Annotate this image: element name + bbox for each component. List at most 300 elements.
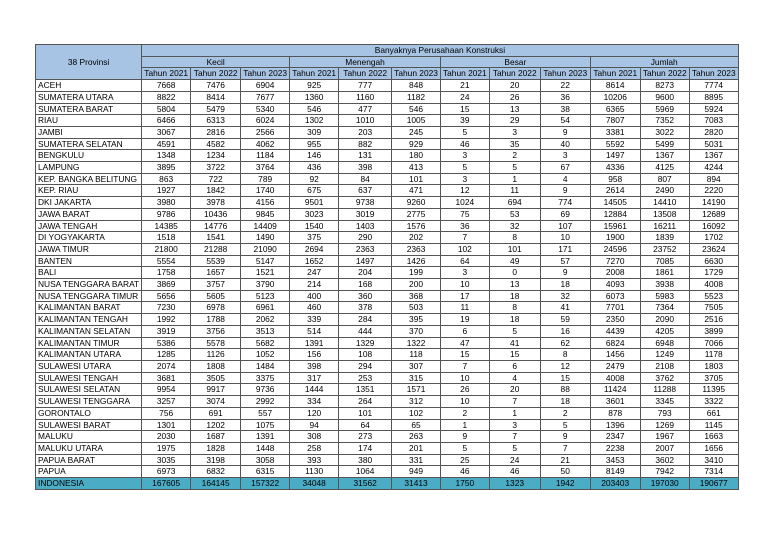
value-cell: 2074 <box>142 360 191 372</box>
value-cell: 6073 <box>590 290 640 302</box>
value-cell: 7 <box>489 431 540 443</box>
value-cell: 2238 <box>590 442 640 454</box>
value-cell: 1348 <box>142 150 191 162</box>
value-cell: 5983 <box>640 290 689 302</box>
value-cell: 1927 <box>142 185 191 197</box>
value-cell: 378 <box>339 302 392 314</box>
value-cell: 6824 <box>590 337 640 349</box>
value-cell: 24 <box>440 91 489 103</box>
value-cell: 75 <box>440 208 489 220</box>
table-row <box>36 290 739 302</box>
value-cell: 1010 <box>339 115 392 127</box>
value-cell: 3919 <box>142 325 191 337</box>
value-cell: 6961 <box>241 302 290 314</box>
value-cell: 101 <box>339 407 392 419</box>
value-cell: 10436 <box>191 208 241 220</box>
value-cell: 955 <box>290 138 339 150</box>
total-row <box>36 478 739 490</box>
value-cell: 2816 <box>191 126 241 138</box>
value-cell: 789 <box>241 173 290 185</box>
year-header: Tahun 2021 <box>590 68 640 80</box>
value-cell: 2108 <box>640 360 689 372</box>
value-cell: 247 <box>290 267 339 279</box>
value-cell: 4591 <box>142 138 191 150</box>
value-cell: 5539 <box>191 255 241 267</box>
value-cell: 41 <box>489 337 540 349</box>
province-name: SUMATERA BARAT <box>36 103 142 115</box>
value-cell: 10 <box>440 372 489 384</box>
value-cell: 29 <box>489 115 540 127</box>
value-cell: 1322 <box>392 337 441 349</box>
value-cell: 4062 <box>241 138 290 150</box>
value-cell: 5578 <box>191 337 241 349</box>
value-cell: 19 <box>440 314 489 326</box>
value-cell: 8273 <box>640 80 689 92</box>
value-cell: 13 <box>489 103 540 115</box>
value-cell: 49 <box>489 255 540 267</box>
value-cell: 16092 <box>689 220 738 232</box>
value-cell: 793 <box>640 407 689 419</box>
value-cell: 13508 <box>640 208 689 220</box>
value-cell: 1391 <box>290 337 339 349</box>
value-cell: 12 <box>540 360 590 372</box>
value-cell: 9736 <box>241 384 290 396</box>
value-cell: 7942 <box>640 466 689 478</box>
value-cell: 36 <box>440 220 489 232</box>
value-cell: 661 <box>689 407 738 419</box>
value-cell: 10 <box>440 396 489 408</box>
value-cell: 546 <box>290 103 339 115</box>
value-cell: 3 <box>440 173 489 185</box>
value-cell: 204 <box>339 267 392 279</box>
value-cell: 5554 <box>142 255 191 267</box>
value-cell: 4008 <box>689 279 738 291</box>
group-header-menengah: Menengah <box>290 56 441 68</box>
main-title-header: Banyaknya Perusahaan Konstruksi <box>142 45 739 57</box>
value-cell: 15 <box>489 349 540 361</box>
value-cell: 3410 <box>689 454 738 466</box>
value-cell: 14776 <box>191 220 241 232</box>
value-cell: 26 <box>489 91 540 103</box>
value-cell: 1750 <box>440 478 489 490</box>
value-cell: 2220 <box>689 185 738 197</box>
value-cell: 949 <box>392 466 441 478</box>
province-name: KEP. BANGKA BELITUNG <box>36 173 142 185</box>
year-header: Tahun 2023 <box>392 68 441 80</box>
value-cell: 3 <box>489 126 540 138</box>
value-cell: 863 <box>142 173 191 185</box>
value-cell: 9917 <box>191 384 241 396</box>
value-cell: 3035 <box>142 454 191 466</box>
value-cell: 6948 <box>640 337 689 349</box>
value-cell: 514 <box>290 325 339 337</box>
value-cell: 3705 <box>689 372 738 384</box>
value-cell: 9786 <box>142 208 191 220</box>
value-cell: 5804 <box>142 103 191 115</box>
value-cell: 5340 <box>241 103 290 115</box>
value-cell: 380 <box>339 454 392 466</box>
table-row <box>36 349 739 361</box>
province-name: NUSA TENGGARA TIMUR <box>36 290 142 302</box>
table-row <box>36 91 739 103</box>
value-cell: 1396 <box>590 419 640 431</box>
value-cell: 8 <box>489 302 540 314</box>
header-row-years <box>36 68 739 80</box>
value-cell: 7 <box>540 442 590 454</box>
value-cell: 7270 <box>590 255 640 267</box>
value-cell: 3381 <box>590 126 640 138</box>
value-cell: 180 <box>392 150 441 162</box>
province-name: KALIMANTAN SELATAN <box>36 325 142 337</box>
table-row <box>36 419 739 431</box>
value-cell: 1803 <box>689 360 738 372</box>
value-cell: 1145 <box>689 419 738 431</box>
value-cell: 4093 <box>590 279 640 291</box>
value-cell: 10 <box>440 279 489 291</box>
value-cell: 32 <box>489 220 540 232</box>
value-cell: 5 <box>540 419 590 431</box>
value-cell: 20 <box>489 80 540 92</box>
province-name: SULAWESI TENGAH <box>36 372 142 384</box>
table-row <box>36 279 739 291</box>
value-cell: 171 <box>540 243 590 255</box>
province-name: DKI JAKARTA <box>36 197 142 209</box>
value-cell: 471 <box>392 185 441 197</box>
value-cell: 1301 <box>142 419 191 431</box>
value-cell: 675 <box>290 185 339 197</box>
value-cell: 1367 <box>640 150 689 162</box>
value-cell: 65 <box>392 419 441 431</box>
province-name: DI YOGYAKARTA <box>36 232 142 244</box>
value-cell: 9 <box>540 267 590 279</box>
value-cell: 360 <box>339 290 392 302</box>
table-row <box>36 267 739 279</box>
value-cell: 925 <box>290 80 339 92</box>
value-cell: 1184 <box>241 150 290 162</box>
value-cell: 2820 <box>689 126 738 138</box>
value-cell: 2090 <box>640 314 689 326</box>
value-cell: 2363 <box>339 243 392 255</box>
value-cell: 14505 <box>590 197 640 209</box>
value-cell: 2350 <box>590 314 640 326</box>
value-cell: 2 <box>440 407 489 419</box>
value-cell: 10 <box>540 232 590 244</box>
value-cell: 38 <box>540 103 590 115</box>
value-cell: 7476 <box>191 80 241 92</box>
value-cell: 25 <box>440 454 489 466</box>
value-cell: 5969 <box>640 103 689 115</box>
value-cell: 5479 <box>191 103 241 115</box>
value-cell: 637 <box>339 185 392 197</box>
value-cell: 3722 <box>191 162 241 174</box>
value-cell: 3375 <box>241 372 290 384</box>
year-header: Tahun 2023 <box>241 68 290 80</box>
value-cell: 107 <box>540 220 590 232</box>
value-cell: 18 <box>540 279 590 291</box>
value-cell: 5499 <box>640 138 689 150</box>
value-cell: 2008 <box>590 267 640 279</box>
province-name: GORONTALO <box>36 407 142 419</box>
value-cell: 1576 <box>392 220 441 232</box>
value-cell: 1323 <box>489 478 540 490</box>
value-cell: 31562 <box>339 478 392 490</box>
value-cell: 199 <box>392 267 441 279</box>
value-cell: 108 <box>339 349 392 361</box>
value-cell: 5 <box>489 442 540 454</box>
group-header-kecil: Kecil <box>142 56 290 68</box>
value-cell: 6904 <box>241 80 290 92</box>
table-row <box>36 314 739 326</box>
value-cell: 120 <box>290 407 339 419</box>
value-cell: 1687 <box>191 431 241 443</box>
province-name: LAMPUNG <box>36 162 142 174</box>
value-cell: 201 <box>392 442 441 454</box>
value-cell: 1202 <box>191 419 241 431</box>
value-cell: 756 <box>142 407 191 419</box>
value-cell: 13 <box>489 279 540 291</box>
table-row <box>36 396 739 408</box>
province-name: SULAWESI TENGGARA <box>36 396 142 408</box>
value-cell: 9600 <box>640 91 689 103</box>
value-cell: 200 <box>392 279 441 291</box>
value-cell: 2566 <box>241 126 290 138</box>
value-cell: 3980 <box>142 197 191 209</box>
value-cell: 7774 <box>689 80 738 92</box>
value-cell: 1130 <box>290 466 339 478</box>
value-cell: 929 <box>392 138 441 150</box>
value-cell: 2030 <box>142 431 191 443</box>
value-cell: 1541 <box>191 232 241 244</box>
value-cell: 5924 <box>689 103 738 115</box>
value-cell: 546 <box>392 103 441 115</box>
value-cell: 7364 <box>640 302 689 314</box>
value-cell: 3067 <box>142 126 191 138</box>
value-cell: 6973 <box>142 466 191 478</box>
value-cell: 23752 <box>640 243 689 255</box>
value-cell: 6 <box>489 360 540 372</box>
value-cell: 214 <box>290 279 339 291</box>
table-row <box>36 466 739 478</box>
value-cell: 557 <box>241 407 290 419</box>
value-cell: 1521 <box>241 267 290 279</box>
value-cell: 9845 <box>241 208 290 220</box>
value-cell: 339 <box>290 314 339 326</box>
table-row <box>36 255 739 267</box>
value-cell: 1808 <box>191 360 241 372</box>
value-cell: 69 <box>540 208 590 220</box>
value-cell: 436 <box>290 162 339 174</box>
value-cell: 1518 <box>142 232 191 244</box>
table-row <box>36 150 739 162</box>
value-cell: 2 <box>540 407 590 419</box>
value-cell: 18 <box>489 290 540 302</box>
value-cell: 9260 <box>392 197 441 209</box>
value-cell: 6315 <box>241 466 290 478</box>
value-cell: 10206 <box>590 91 640 103</box>
value-cell: 2775 <box>392 208 441 220</box>
value-cell: 1758 <box>142 267 191 279</box>
header-row-groups <box>36 56 739 68</box>
value-cell: 16211 <box>640 220 689 232</box>
value-cell: 31413 <box>392 478 441 490</box>
value-cell: 3 <box>540 150 590 162</box>
value-cell: 102 <box>392 407 441 419</box>
value-cell: 460 <box>290 302 339 314</box>
value-cell: 894 <box>689 173 738 185</box>
value-cell: 1178 <box>689 349 738 361</box>
value-cell: 67 <box>540 162 590 174</box>
value-cell: 3019 <box>339 208 392 220</box>
value-cell: 157322 <box>241 478 290 490</box>
value-cell: 50 <box>540 466 590 478</box>
value-cell: 11424 <box>590 384 640 396</box>
value-cell: 64 <box>339 419 392 431</box>
province-name: JAMBI <box>36 126 142 138</box>
province-name: KALIMANTAN UTARA <box>36 349 142 361</box>
table-row <box>36 126 739 138</box>
value-cell: 1360 <box>290 91 339 103</box>
value-cell: 3764 <box>241 162 290 174</box>
value-cell: 57 <box>540 255 590 267</box>
value-cell: 32 <box>540 290 590 302</box>
table-row <box>36 302 739 314</box>
table-row <box>36 384 739 396</box>
value-cell: 2992 <box>241 396 290 408</box>
value-cell: 1861 <box>640 267 689 279</box>
year-header: Tahun 2023 <box>540 68 590 80</box>
table-row <box>36 220 739 232</box>
province-name: SULAWESI SELATAN <box>36 384 142 396</box>
value-cell: 368 <box>392 290 441 302</box>
year-header: Tahun 2021 <box>290 68 339 80</box>
value-cell: 2 <box>489 150 540 162</box>
value-cell: 309 <box>290 126 339 138</box>
value-cell: 375 <box>290 232 339 244</box>
table-row <box>36 103 739 115</box>
value-cell: 258 <box>290 442 339 454</box>
value-cell: 7352 <box>640 115 689 127</box>
value-cell: 2363 <box>392 243 441 255</box>
year-header: Tahun 2022 <box>640 68 689 80</box>
value-cell: 131 <box>339 150 392 162</box>
value-cell: 1075 <box>241 419 290 431</box>
province-name: NUSA TENGGARA BARAT <box>36 279 142 291</box>
value-cell: 101 <box>489 243 540 255</box>
value-cell: 1269 <box>640 419 689 431</box>
province-name: KALIMANTAN BARAT <box>36 302 142 314</box>
value-cell: 14190 <box>689 197 738 209</box>
value-cell: 41 <box>540 302 590 314</box>
value-cell: 413 <box>392 162 441 174</box>
value-cell: 1842 <box>191 185 241 197</box>
table-row <box>36 115 739 127</box>
province-name: JAWA BARAT <box>36 208 142 220</box>
value-cell: 5147 <box>241 255 290 267</box>
value-cell: 3257 <box>142 396 191 408</box>
value-cell: 46 <box>489 466 540 478</box>
group-header-besar: Besar <box>440 56 590 68</box>
value-cell: 1444 <box>290 384 339 396</box>
year-header: Tahun 2022 <box>339 68 392 80</box>
value-cell: 203 <box>339 126 392 138</box>
value-cell: 1656 <box>689 442 738 454</box>
value-cell: 167605 <box>142 478 191 490</box>
value-cell: 774 <box>540 197 590 209</box>
value-cell: 6313 <box>191 115 241 127</box>
value-cell: 174 <box>339 442 392 454</box>
value-cell: 1249 <box>640 349 689 361</box>
value-cell: 21800 <box>142 243 191 255</box>
value-cell: 2490 <box>640 185 689 197</box>
value-cell: 3790 <box>241 279 290 291</box>
value-cell: 18 <box>489 314 540 326</box>
value-cell: 35 <box>489 138 540 150</box>
value-cell: 1285 <box>142 349 191 361</box>
province-name: SULAWESI BARAT <box>36 419 142 431</box>
value-cell: 0 <box>489 267 540 279</box>
value-cell: 3602 <box>640 454 689 466</box>
value-cell: 245 <box>392 126 441 138</box>
value-cell: 6630 <box>689 255 738 267</box>
table-row <box>36 360 739 372</box>
value-cell: 5386 <box>142 337 191 349</box>
province-name: SULAWESI UTARA <box>36 360 142 372</box>
value-cell: 1426 <box>392 255 441 267</box>
value-cell: 7 <box>440 360 489 372</box>
value-cell: 3869 <box>142 279 191 291</box>
value-cell: 1064 <box>339 466 392 478</box>
province-name: INDONESIA <box>36 478 142 490</box>
value-cell: 3058 <box>241 454 290 466</box>
value-cell: 53 <box>489 208 540 220</box>
value-cell: 11395 <box>689 384 738 396</box>
value-cell: 3681 <box>142 372 191 384</box>
value-cell: 12 <box>440 185 489 197</box>
value-cell: 4439 <box>590 325 640 337</box>
table-row <box>36 243 739 255</box>
value-cell: 102 <box>440 243 489 255</box>
value-cell: 7677 <box>241 91 290 103</box>
value-cell: 7066 <box>689 337 738 349</box>
value-cell: 21 <box>540 454 590 466</box>
value-cell: 308 <box>290 431 339 443</box>
value-cell: 9 <box>540 431 590 443</box>
value-cell: 7 <box>440 232 489 244</box>
value-cell: 1652 <box>290 255 339 267</box>
value-cell: 1484 <box>241 360 290 372</box>
value-cell: 290 <box>339 232 392 244</box>
value-cell: 9501 <box>290 197 339 209</box>
value-cell: 1497 <box>339 255 392 267</box>
value-cell: 1367 <box>689 150 738 162</box>
value-cell: 94 <box>290 419 339 431</box>
value-cell: 317 <box>290 372 339 384</box>
province-name: JAWA TIMUR <box>36 243 142 255</box>
value-cell: 3453 <box>590 454 640 466</box>
value-cell: 3762 <box>640 372 689 384</box>
value-cell: 5523 <box>689 290 738 302</box>
value-cell: 1448 <box>241 442 290 454</box>
value-cell: 312 <box>392 396 441 408</box>
value-cell: 1740 <box>241 185 290 197</box>
value-cell: 11 <box>489 185 540 197</box>
value-cell: 3023 <box>290 208 339 220</box>
value-cell: 7083 <box>689 115 738 127</box>
province-name: BENGKULU <box>36 150 142 162</box>
value-cell: 59 <box>540 314 590 326</box>
value-cell: 1024 <box>440 197 489 209</box>
value-cell: 24 <box>489 454 540 466</box>
